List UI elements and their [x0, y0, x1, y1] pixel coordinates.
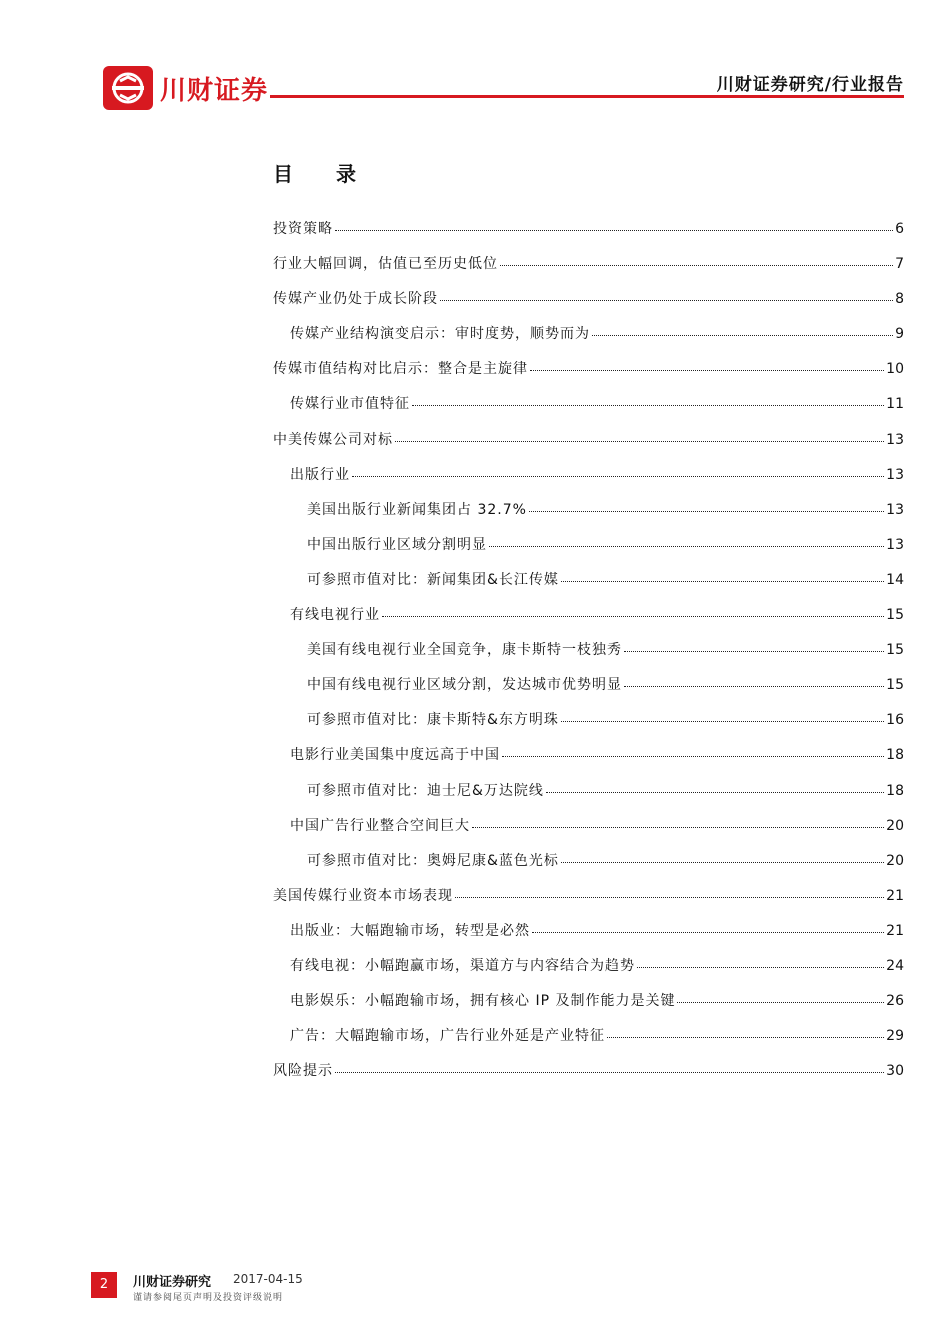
toc-leader-dots	[440, 298, 893, 301]
toc-entry[interactable]	[273, 774, 904, 809]
toc-leader-dots	[624, 649, 884, 652]
toc-entry-title: 有线电视：小幅跑赢市场，渠道方与内容结合为趋势	[290, 957, 635, 974]
toc-entry[interactable]	[273, 317, 904, 352]
toc-entry[interactable]	[273, 844, 904, 879]
toc-entry-title: 中国有线电视行业区域分割，发达城市优势明显	[307, 677, 622, 694]
toc-entry-page: 11	[886, 396, 904, 413]
toc-entry-title: 传媒行业市值特征	[290, 396, 410, 413]
toc-entry-title: 风险提示	[273, 1063, 333, 1080]
toc-leader-dots	[382, 614, 884, 617]
footer-disclaimer: 谨请参阅尾页声明及投资评级说明	[133, 1293, 284, 1303]
toc-entry-title: 美国有线电视行业全国竞争，康卡斯特一枝独秀	[307, 642, 622, 659]
toc-entry-page: 24	[886, 957, 904, 974]
toc-entry[interactable]	[273, 633, 904, 668]
toc-entry-title: 广告：大幅跑输市场，广告行业外延是产业特征	[290, 1028, 605, 1045]
toc-entry[interactable]	[273, 879, 904, 914]
toc-leader-dots	[529, 509, 884, 512]
toc-entry-page: 13	[886, 536, 904, 553]
toc-entry-title: 中国广告行业整合空间巨大	[290, 817, 470, 834]
toc-entry[interactable]	[273, 703, 904, 738]
toc-leader-dots	[592, 333, 893, 336]
toc-entry-title: 美国传媒行业资本市场表现	[273, 887, 453, 904]
toc-entry[interactable]	[273, 212, 904, 247]
toc-entry-page: 13	[886, 431, 904, 448]
toc-entry-title: 可参照市值对比：新闻集团&长江传媒	[307, 571, 559, 588]
toc-entry[interactable]	[273, 493, 904, 528]
toc-entry-title: 电影行业美国集中度远高于中国	[290, 747, 500, 764]
toc-entry-title: 出版业：大幅跑输市场，转型是必然	[290, 922, 530, 939]
toc-leader-dots	[624, 684, 884, 687]
toc-entry-title: 可参照市值对比：迪士尼&万达院线	[307, 782, 544, 799]
toc-leader-dots	[532, 930, 884, 933]
toc-entry-page: 26	[886, 993, 904, 1010]
toc-entry[interactable]	[273, 668, 904, 703]
toc-entry[interactable]	[273, 563, 904, 598]
toc-entry[interactable]	[273, 528, 904, 563]
toc-entry-page: 7	[895, 256, 904, 273]
toc-entry[interactable]	[273, 387, 904, 422]
toc-leader-dots	[530, 368, 884, 371]
toc-entry-page: 10	[886, 361, 904, 378]
toc-entry-title: 传媒产业仍处于成长阶段	[273, 291, 438, 308]
toc-entry-page: 21	[886, 922, 904, 939]
toc-entry-title: 中国出版行业区域分割明显	[307, 536, 487, 553]
toc-entry-page: 20	[886, 852, 904, 869]
toc-entry-page: 16	[886, 712, 904, 729]
toc-entry[interactable]	[273, 423, 904, 458]
toc-leader-dots	[607, 1035, 884, 1038]
toc-entry-page: 30	[886, 1063, 904, 1080]
toc-entry-page: 14	[886, 571, 904, 588]
toc-entry-page: 15	[886, 642, 904, 659]
toc-leader-dots	[500, 263, 893, 266]
toc-entry[interactable]	[273, 914, 904, 949]
toc-entry-page: 18	[886, 747, 904, 764]
toc-entry[interactable]	[273, 598, 904, 633]
toc-entry[interactable]	[273, 247, 904, 282]
toc-entry[interactable]	[273, 738, 904, 773]
toc-entry-title: 电影娱乐：小幅跑输市场，拥有核心 IP 及制作能力是关键	[290, 993, 676, 1010]
page-header	[0, 0, 950, 110]
toc-entry-page: 20	[886, 817, 904, 834]
toc-leader-dots	[352, 474, 884, 477]
page-number: 2	[91, 1272, 117, 1298]
toc-leader-dots	[335, 1070, 884, 1073]
toc-heading: 目 录	[273, 162, 374, 186]
toc-entry-title: 行业大幅回调，估值已至历史低位	[273, 256, 498, 273]
toc-leader-dots	[455, 895, 884, 898]
toc-leader-dots	[335, 228, 893, 231]
toc-entry-page: 29	[886, 1028, 904, 1045]
toc-entry-page: 13	[886, 466, 904, 483]
toc-entry[interactable]	[273, 1019, 904, 1054]
toc-entry-page: 18	[886, 782, 904, 799]
brand-logo-icon	[103, 66, 153, 110]
toc-leader-dots	[637, 965, 884, 968]
toc-list	[273, 212, 904, 1089]
report-title: 川财证券研究/行业报告	[716, 75, 904, 95]
toc-entry-page: 15	[886, 677, 904, 694]
toc-leader-dots	[502, 754, 884, 757]
toc-leader-dots	[677, 1000, 884, 1003]
footer-date: 2017-04-15	[233, 1272, 303, 1286]
toc-entry-title: 可参照市值对比：奥姆尼康&蓝色光标	[307, 852, 559, 869]
toc-leader-dots	[561, 719, 884, 722]
toc-leader-dots	[412, 403, 884, 406]
toc-entry[interactable]	[273, 809, 904, 844]
toc-entry-title: 传媒产业结构演变启示：审时度势，顺势而为	[290, 326, 590, 343]
toc-leader-dots	[472, 825, 884, 828]
toc-entry-title: 投资策略	[273, 221, 333, 237]
brand-name: 川财证券	[160, 76, 269, 106]
toc-leader-dots	[489, 544, 884, 547]
toc-entry-title: 有线电视行业	[290, 607, 380, 624]
toc-entry[interactable]	[273, 1054, 904, 1089]
toc-entry-title: 中美传媒公司对标	[273, 431, 393, 448]
toc-entry-title: 美国出版行业新闻集团占 32.7%	[307, 501, 527, 518]
toc-leader-dots	[395, 439, 884, 442]
toc-entry[interactable]	[273, 949, 904, 984]
toc-entry[interactable]	[273, 352, 904, 387]
toc-entry-title: 传媒市值结构对比启示：整合是主旋律	[273, 361, 528, 378]
toc-leader-dots	[561, 579, 884, 582]
table-of-contents	[273, 160, 904, 1089]
footer-brand: 川财证券研究	[133, 1275, 212, 1290]
toc-entry[interactable]	[273, 458, 904, 493]
toc-leader-dots	[561, 860, 884, 863]
toc-leader-dots	[546, 790, 884, 793]
toc-entry[interactable]	[273, 282, 904, 317]
toc-entry-page: 15	[886, 607, 904, 624]
toc-entry-page: 9	[895, 326, 904, 343]
toc-entry-page: 13	[886, 501, 904, 518]
toc-entry-page: 8	[895, 291, 904, 308]
toc-entry-title: 出版行业	[290, 466, 350, 483]
toc-entry-page: 21	[886, 887, 904, 904]
toc-entry-page: 6	[895, 221, 904, 237]
toc-entry-title: 可参照市值对比：康卡斯特&东方明珠	[307, 712, 559, 729]
toc-entry[interactable]	[273, 984, 904, 1019]
header-divider	[270, 95, 904, 98]
